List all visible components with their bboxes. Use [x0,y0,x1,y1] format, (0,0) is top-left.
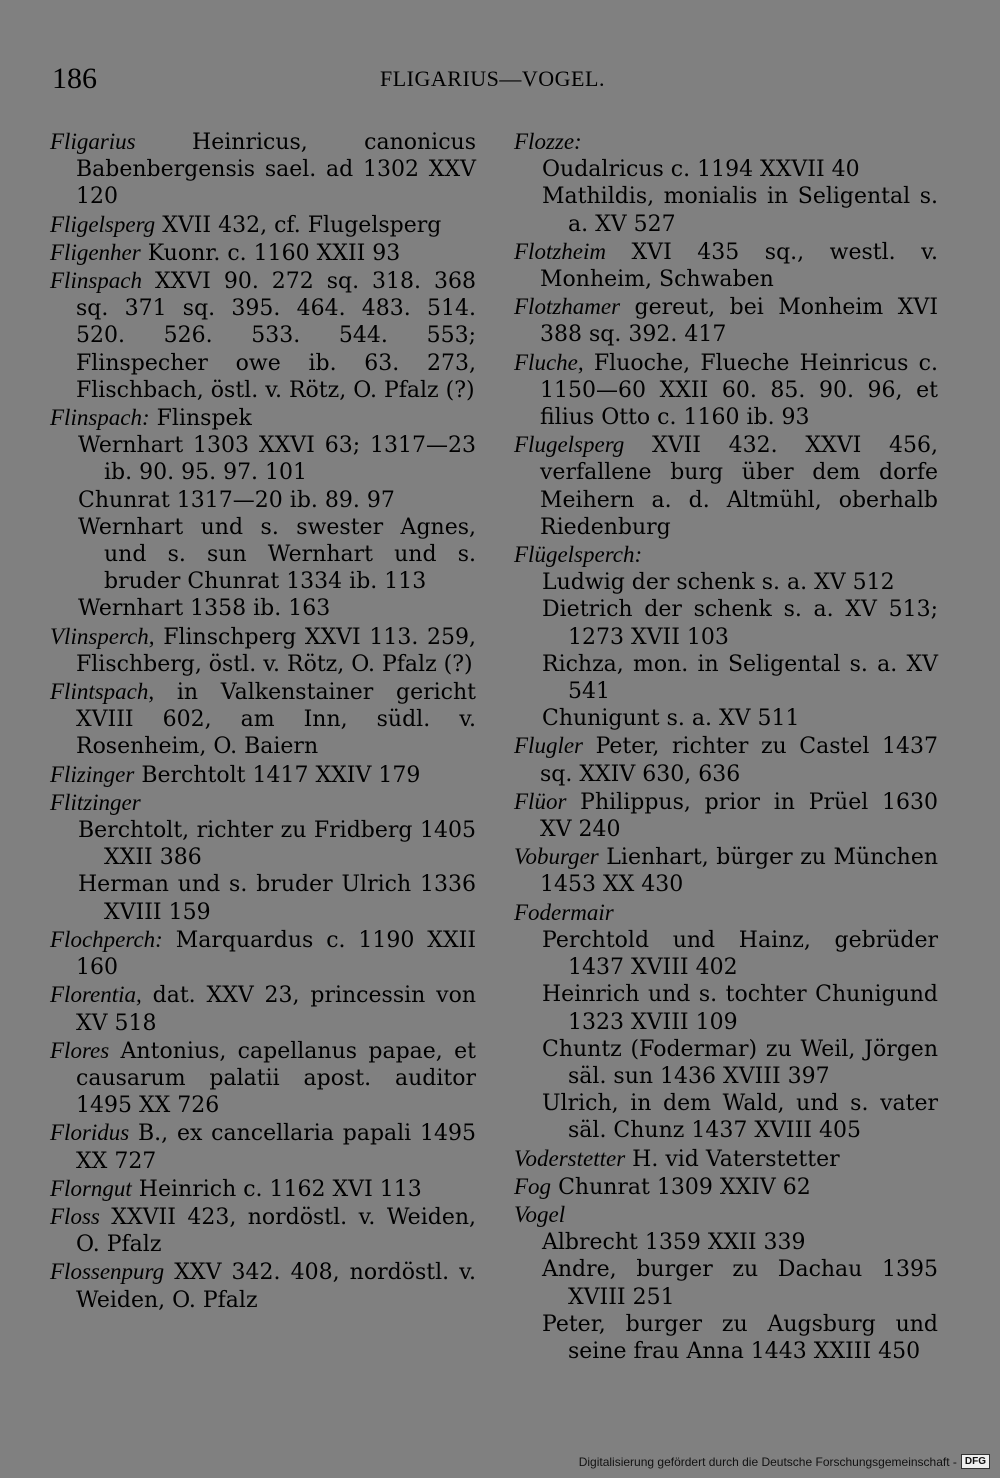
entry-keyword: Flotzheim [514,238,606,264]
entry-keyword: Flitzinger [50,789,141,815]
entry-keyword: Flintspach, [50,679,155,705]
index-subentry [514,981,938,1035]
index-entry [50,981,476,1036]
index-entry [50,211,476,239]
index-subentry [514,596,938,650]
entry-keyword: Flüor [514,788,567,814]
footer [579,1454,990,1469]
index-subentry [50,595,476,622]
index-subentry [514,1229,938,1256]
footer-credit: Digitalisierung gefördert durch die Deutsche Forschungsgemeinschaft - [578,1454,957,1469]
entry-text: Marquardus c. 1190 XXII 160 [76,927,477,981]
entry-text: Peter, burger zu Augsburg und seine frau Anna 1443 XXIII 450 [542,1311,938,1364]
entry-keyword: Flinspach [50,268,142,294]
entry-keyword: Vlinsperch, [50,623,155,649]
index-entry [50,239,476,267]
right-column [514,128,938,1365]
entry-text: gereut, bei Monheim XVI 388 sq. 392. 417 [540,295,939,348]
index-entry [50,1119,476,1174]
index-subentry [514,1090,938,1144]
index-subentry [514,927,938,981]
index-subentry [50,817,476,871]
entry-keyword: Flugelsperg [514,432,625,458]
index-entry [50,267,476,404]
entry-text: Perchtold und Hainz, gebrüder 1437 XVIII 402 [542,927,938,981]
entry-text: Chunigunt s. a. XV 511 [542,706,800,732]
entry-text: Andre, burger zu Dachau 1395 XVIII 251 [542,1257,938,1310]
entry-text: Flinspek [156,406,252,432]
index-entry [50,678,476,761]
index-entry [50,761,476,789]
entry-keyword: Flossenpurg [50,1259,165,1285]
index-entry [514,732,938,787]
index-entry [514,843,938,898]
index-entry [514,293,938,348]
entry-text: XXVII 423, nordöstl. v. Weiden, O. Pfalz [76,1204,477,1258]
entry-text: Heinricus, canonicus Babenbergensis sael. ad 1302 XXV 120 [76,130,476,210]
entry-keyword: Flozze: [514,129,582,154]
entry-text: Berchtolt 1417 XXIV 179 [141,762,421,788]
index-entry [514,1173,938,1201]
index-subentry [50,514,476,596]
index-subentry [50,487,476,514]
running-head: FLIGARIUS—VOGEL. [380,66,605,91]
entry-text: Fluoche, Flueche Heinricus c. 1150—60 XXII 60. 85. 90. 96, et filius Otto c. 1160 ib. 93 [540,350,938,431]
dfg-logo: DFG [961,1454,990,1469]
entry-text: Oudalricus c. 1194 XXVII 40 [542,157,860,183]
entry-text: Wernhart 1358 ib. 163 [78,596,331,622]
index-entry [50,623,476,678]
index-entry [50,128,476,211]
entry-keyword: Vogel [514,1201,566,1227]
entry-keyword: Floridus [50,1120,130,1146]
entry-text: Chunrat 1317—20 ib. 89. 97 [78,487,395,513]
entry-keyword: Flotzhamer [514,294,621,320]
entry-text: Chunrat 1309 XXIV 62 [558,1174,811,1200]
entry-text: XXV 342. 408, nordöstl. v. Weiden, O. Pfalz [76,1260,476,1313]
entry-keyword: Fligenher [50,239,141,265]
entry-text: Kuonr. c. 1160 XXII 93 [147,240,401,266]
entry-text: Berchtolt, richter zu Fridberg 1405 XXII 386 [78,818,476,871]
index-entry [50,789,476,817]
index-subentry [514,1036,938,1090]
entry-text: Chuntz (Fodermar) zu Weil, Jörgen säl. sun 1436 XVIII 397 [542,1036,938,1089]
left-column [50,128,476,1314]
entry-text: XVI 435 sq., westl. v. Monheim, Schwaben [540,239,938,293]
index-entry [514,1201,938,1229]
index-entry [514,899,938,927]
entry-text: Mathildis, monialis in Seligental s. a. XV 527 [542,184,938,237]
index-entry [50,926,476,981]
index-entry [514,431,938,541]
index-subentry [514,651,938,705]
entry-text: Ludwig der schenk s. a. XV 512 [542,570,895,596]
entry-text: Lienhart, bürger zu München 1453 XX 430 [540,845,939,898]
entry-text: XVII 432, cf. Flugelsperg [162,212,442,238]
entry-text: in Valkenstainer gericht XVIII 602, am Inn, südl. v. Rosenheim, O. Baiern [76,680,476,760]
entry-keyword: Flügelsperch: [514,542,643,568]
index-entry [50,404,476,432]
page-number: 186 [52,62,97,95]
index-subentry [514,1311,938,1365]
entry-text: Ulrich, in dem Wald, und s. vater säl. Chunz 1437 XVIII 405 [542,1091,938,1144]
index-subentry [514,705,938,732]
entry-keyword: Florentia, [50,982,142,1008]
entry-text: Albrecht 1359 XXII 339 [542,1230,806,1256]
index-entry [514,541,938,569]
index-subentry [514,1256,938,1310]
index-entry [50,1175,476,1203]
index-entry [514,349,938,432]
entry-keyword: Voburger [514,844,599,870]
entry-keyword: Florngut [50,1175,132,1201]
entry-keyword: Flizinger [50,761,135,787]
entry-text: H. vid Vaterstetter [632,1146,840,1172]
entry-text: Philippus, prior in Prüel 1630 XV 240 [540,789,938,843]
index-entry [514,1145,938,1173]
entry-keyword: Fligarius [50,129,136,154]
index-subentry [50,871,476,925]
entry-keyword: Flores [50,1037,110,1063]
entry-keyword: Fog [514,1173,552,1199]
entry-keyword: Fligelsperg [50,211,156,237]
entry-text: Herman und s. bruder Ulrich 1336 XVIII 159 [78,872,476,925]
entry-text: Flinschperg XXVI 113. 259, Flischberg, östl. v. Rötz, O. Pfalz (?) [76,624,476,677]
entry-keyword: Flugler [514,733,583,759]
index-entry [514,238,938,293]
entry-keyword: Fodermair [514,899,614,925]
entry-keyword: Floss [50,1203,100,1229]
entry-text: Antonius, capellanus papae, et causarum palatii apost. auditor 1495 XX 726 [76,1038,476,1119]
index-entry [50,1258,476,1313]
entry-keyword: Voderstetter [514,1145,626,1171]
entry-text: XXVI 90. 272 sq. 318. 368 sq. 371 sq. 395. 464. 483. 514. 520. 526. 533. 544. 553; Flinspecher owe ib. 63. 273, Flischbach, östl. v. Rötz, O. Pfalz (?) [76,269,476,403]
index-subentry [50,432,476,486]
index-entry [50,1037,476,1120]
index-subentry [514,569,938,596]
index-subentry [514,156,938,183]
entry-keyword: Flinspach: [50,405,150,431]
entry-text: Heinrich und s. tochter Chunigund 1323 XVIII 109 [542,982,938,1035]
index-entry [514,788,938,843]
entry-text: Richza, mon. in Seligental s. a. XV 541 [542,651,938,705]
entry-text: Peter, richter zu Castel 1437 sq. XXIV 630, 636 [540,734,938,787]
entry-text: XVII 432. XXVI 456, verfallene burg über dem dorfe Meihern a. d. Altmühl, oberhalb Riedenburg [540,433,939,540]
entry-text: Wernhart und s. swester Agnes, und s. sun Wernhart und s. bruder Chunrat 1334 ib. 113 [78,514,476,595]
entry-text: dat. XXV 23, princessin von XV 518 [76,983,476,1036]
entry-text: Wernhart 1303 XXVI 63; 1317—23 ib. 90. 95. 97. 101 [78,433,476,486]
index-subentry [514,183,938,237]
entry-text: Dietrich der schenk s. a. XV 513; 1273 XVII 103 [542,597,938,650]
entry-text: B., ex cancellaria papali 1495 XX 727 [76,1121,476,1174]
index-entry [50,1203,476,1258]
entry-text: Heinrich c. 1162 XVI 113 [138,1176,422,1202]
entry-keyword: Flochperch: [50,926,163,952]
entry-keyword: Fluche, [514,349,584,375]
index-entry [514,128,938,156]
